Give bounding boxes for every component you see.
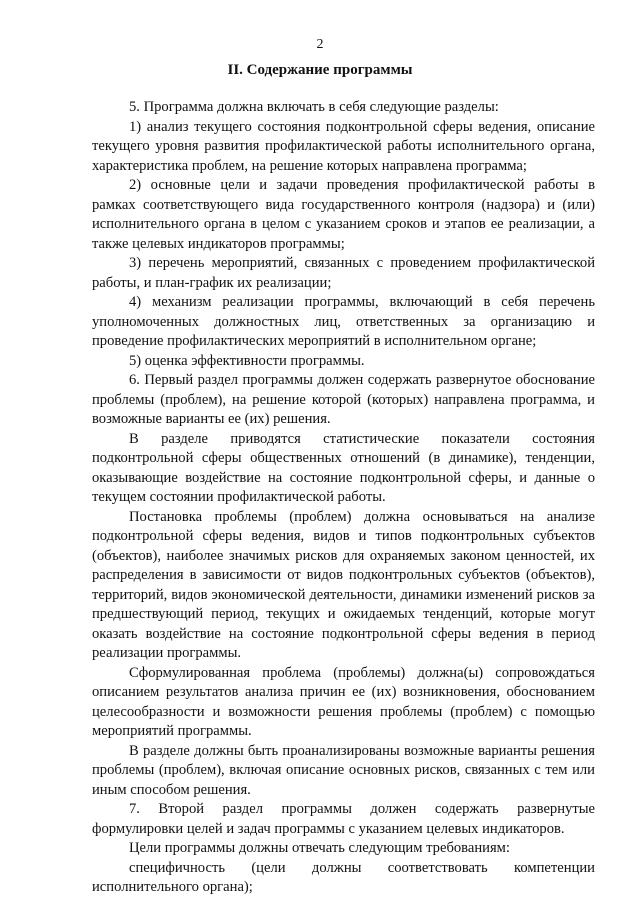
paragraph: 1) анализ текущего состояния подконтрольной сферы ведения, описание текущего уровня развития профилактической работы исполнительного органа, характеристика проблем, на решение которых направлена программа; <box>92 118 595 174</box>
paragraph: 5. Программа должна включать в себя следующие разделы: <box>129 99 499 115</box>
paragraph: Цели программы должны отвечать следующим требованиям: <box>129 840 510 856</box>
paragraph: 6. Первый раздел программы должен содержать развернутое обоснование проблемы (проблем), на решение которой (которых) направлена программа, и возможные варианты ее (их) решения. <box>92 372 595 427</box>
paragraph: 3) перечень мероприятий, связанных с проведением профилактической работы, и план-график их реализации; <box>92 255 595 291</box>
paragraph: В разделе приводятся статистические показатели состояния подконтрольной сферы общественных отношений (в динамике), тенденции, оказывающие воздействие на состояние подконтрольной сферы, и данные о текущем состоянии профилактической работы. <box>92 430 595 505</box>
paragraph: 5) оценка эффективности программы. <box>129 352 365 369</box>
paragraph: 2) основные цели и задачи проведения профилактической работы в рамках соответствующего вида государственного контроля (надзора) и (или) исполнительного органа в целом с указанием сроков и этапов ее реализации, а также целевых индикаторов программы; <box>92 177 595 252</box>
section-title: II. Содержание программы <box>227 62 413 78</box>
paragraph: 4) механизм реализации программы, включающий в себя перечень уполномоченных должностных лиц, ответственных за организацию и проведение профилактических мероприятий в исполнительном органе; <box>92 294 595 349</box>
document-body <box>92 98 595 898</box>
page-number: 2 <box>316 37 324 52</box>
paragraph: Сформулированная проблема (проблемы) должна(ы) сопровождаться описанием результатов анализа причин ее (их) возникновения, обоснованием целесообразности и возможности решения проблемы (проблем) с помощью мероприятий программы. <box>92 664 595 739</box>
paragraph: 7. Второй раздел программы должен содержать развернутые формулировки целей и задач программы с указанием целевых индикаторов. <box>92 801 595 837</box>
paragraph: Постановка проблемы (проблем) должна основываться на анализе подконтрольной сферы ведения, видов и типов подконтрольных субъектов (объектов), наиболее значимых рисков для охраняемых законом ценностей, их распределения в зависимости от видов подконтрольных субъектов (объектов), территорий, видов экономической деятельности, динамики изменений рисков за предшествующий период, текущих и ожидаемых тенденций, которые могут оказать воздействие на состояние подконтрольной сферы ведения в период реализации программы. <box>92 508 595 661</box>
paragraph: специфичность (цели должны соответствовать компетенции исполнительного органа); <box>92 859 595 895</box>
paragraph: В разделе должны быть проанализированы возможные варианты решения проблемы (проблем), включая описание основных рисков, связанных с тем или иным способом решения. <box>92 742 595 798</box>
